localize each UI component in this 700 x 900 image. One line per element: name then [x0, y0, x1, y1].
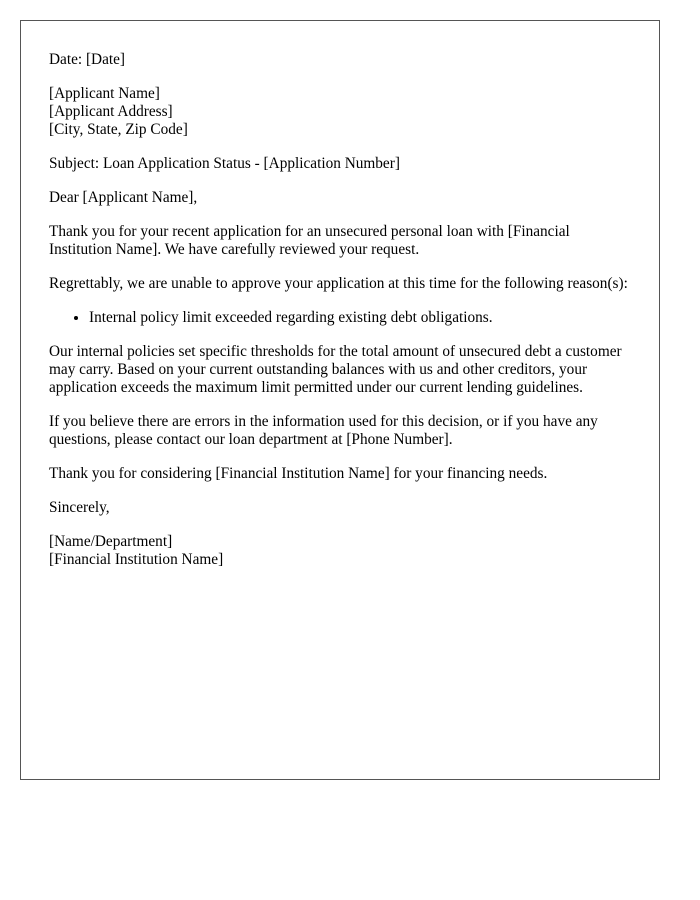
- applicant-city-state-zip: [City, State, Zip Code]: [49, 121, 188, 138]
- applicant-block: [49, 85, 631, 139]
- applicant-address: [Applicant Address]: [49, 103, 173, 120]
- reasons-list: [49, 309, 631, 327]
- letter-subject: Subject: Loan Application Status - [Application Number]: [49, 155, 400, 172]
- reason-item: • Internal policy limit exceeded regarding existing debt obligations.: [89, 309, 631, 327]
- paragraph-explanation: Our internal policies set specific thresholds for the total amount of unsecured debt a customer may carry. Based on your current outstanding balances with us and other creditors, your application exceeds the maximum limit permitted under our current lending guidelines.: [49, 343, 622, 396]
- paragraph-contact: If you believe there are errors in the information used for this decision, or if you have any questions, please contact our loan department at [Phone Number].: [49, 413, 598, 448]
- applicant-name: [Applicant Name]: [49, 85, 160, 102]
- signature-name: [Name/Department]: [49, 533, 173, 550]
- paragraph-thanks: Thank you for considering [Financial Institution Name] for your financing needs.: [49, 465, 548, 482]
- letter-closing: Sincerely,: [49, 499, 110, 516]
- letter-salutation: Dear [Applicant Name],: [49, 189, 198, 206]
- signature-block: [49, 533, 631, 569]
- letter-document: [20, 20, 660, 780]
- paragraph-denial: Regrettably, we are unable to approve your application at this time for the following reason(s):: [49, 275, 628, 292]
- signature-institution: [Financial Institution Name]: [49, 551, 224, 568]
- paragraph-intro: Thank you for your recent application for an unsecured personal loan with [Financial Institution Name]. We have carefully reviewed your request.: [49, 223, 570, 258]
- letter-date: Date: [Date]: [49, 51, 126, 68]
